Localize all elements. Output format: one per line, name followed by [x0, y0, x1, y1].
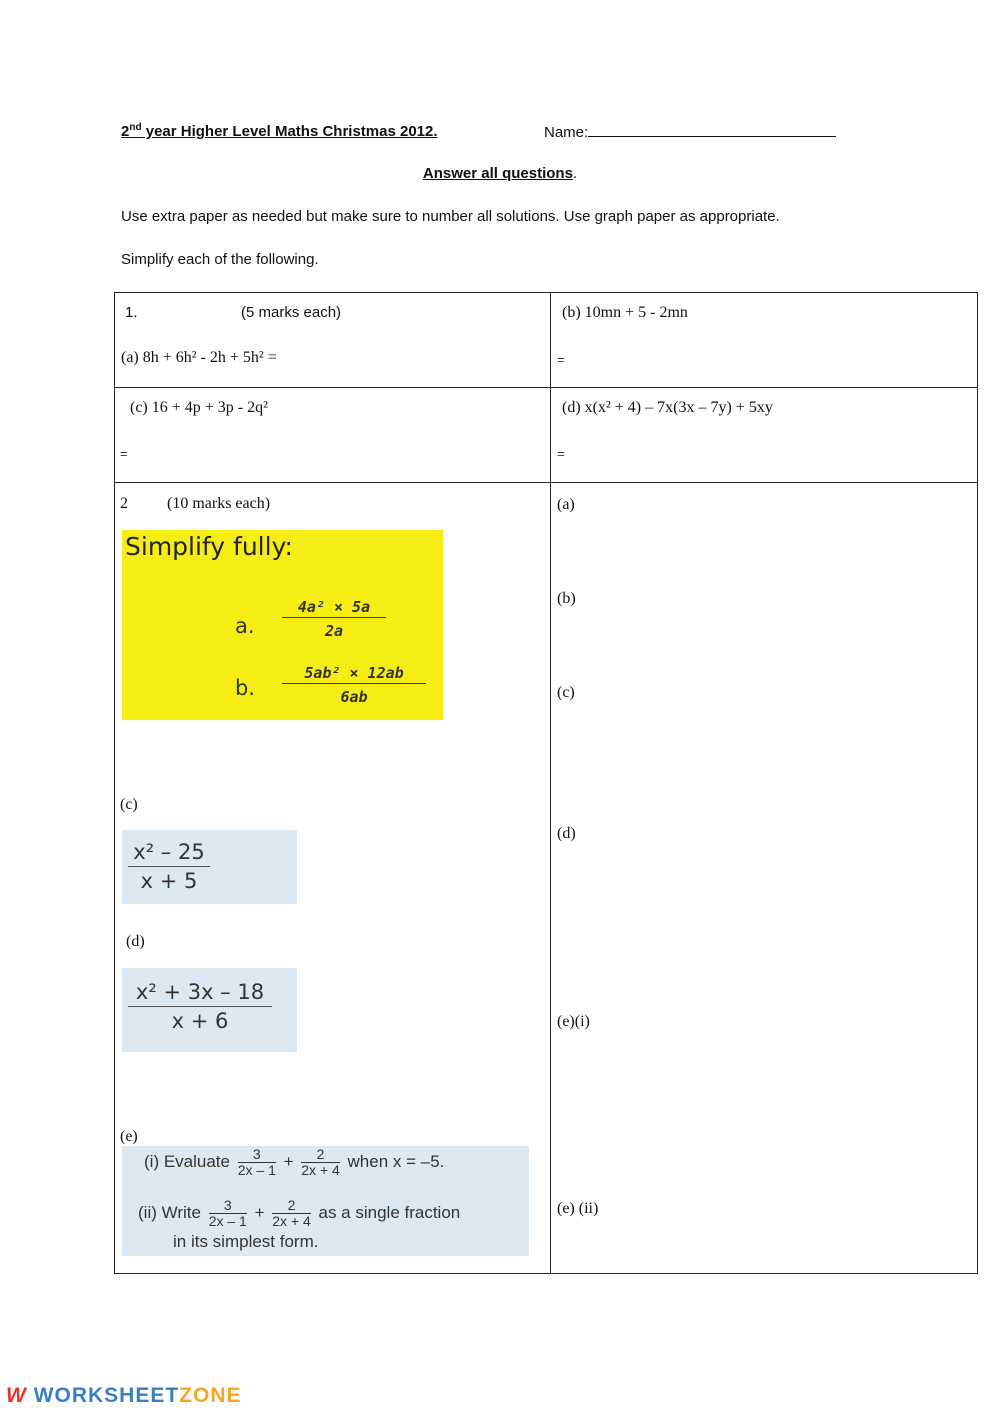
q2-marks: (10 marks each)	[167, 495, 271, 512]
answer-c-label: (c)	[557, 684, 575, 701]
part-a-label: a.	[235, 614, 255, 638]
q1d-expression: (d) x(x² + 4) – 7x(3x – 7y) + 5xy	[562, 399, 773, 416]
q2c-expression-box	[122, 830, 297, 904]
q1d-equals: =	[557, 446, 565, 461]
q2c-denominator: x + 5	[140, 869, 198, 893]
table-row-divider-1	[114, 387, 978, 388]
q2e-part-ii-line2: in its simplest form.	[173, 1232, 319, 1251]
answer-a-label: (a)	[557, 496, 575, 513]
q2c-label: (c)	[120, 796, 138, 813]
q2e-ii-fraction-1: $\frac{3}{2x - 1}$	[208, 1197, 247, 1229]
q2e-i-fraction-1: $\frac{3}{2x - 1}$	[237, 1146, 276, 1178]
part-a-numerator: 4a² × 5a	[297, 598, 371, 616]
q2e-part-i: (i) Evaluate $\frac{3}{2x - 1}$ + $\frac{2}{2x + 4}$ when x = –5.	[144, 1146, 445, 1178]
q1-marks: (5 marks each)	[241, 304, 342, 321]
q2d-denominator: x + 6	[171, 1009, 229, 1033]
part-b-numerator: 5ab² × 12ab	[304, 664, 404, 682]
table-row-divider-2	[114, 482, 978, 483]
answer-e-i-label: (e)(i)	[557, 1013, 590, 1030]
q2d-expression-box	[122, 968, 297, 1052]
part-b-fraction	[282, 664, 426, 706]
logo-w-icon: W	[6, 1384, 27, 1407]
q1b-expression: (b) 10mn + 5 - 2mn	[562, 304, 688, 321]
answer-d-label: (d)	[557, 825, 576, 842]
q2e-ii-fraction-2: $\frac{2}{2x + 4}$	[272, 1197, 311, 1229]
worksheetzone-logo: W WORKSHEETZONE	[6, 1384, 242, 1407]
q1-number: 1.	[125, 304, 138, 321]
answer-b-label: (b)	[557, 590, 576, 607]
q2e-expression-box	[122, 1146, 529, 1256]
q2d-label: (d)	[126, 933, 145, 950]
name-blank-line[interactable]	[588, 122, 836, 137]
q1c-equals: =	[120, 446, 128, 461]
simplify-fully-box	[122, 530, 443, 720]
questions-table	[114, 292, 978, 1274]
table-column-divider	[550, 292, 551, 1274]
part-b-denominator: 6ab	[340, 688, 368, 706]
q2d-numerator: x² + 3x – 18	[135, 980, 265, 1004]
q2e-part-ii: (ii) Write $\frac{3}{2x - 1}$ + $\frac{2}{2x + 4}$ as a single fraction	[138, 1197, 461, 1229]
name-label: Name:	[544, 124, 589, 141]
part-b-label: b.	[235, 676, 256, 700]
answer-all-heading: Answer all questions.	[422, 165, 578, 182]
simplify-fully-heading: Simplify fully:	[125, 532, 293, 561]
simplify-instruction: Simplify each of the following.	[121, 251, 319, 268]
q2c-fraction	[128, 840, 210, 893]
part-a-fraction	[282, 598, 386, 640]
q2d-fraction	[128, 980, 272, 1033]
q2e-i-fraction-2: $\frac{2}{2x + 4}$	[301, 1146, 340, 1178]
q2-number: 2	[120, 495, 128, 512]
q1a-expression: (a) 8h + 6h² - 2h + 5h² =	[121, 349, 277, 366]
name-field[interactable]	[544, 122, 836, 141]
answer-e-ii-label: (e) (ii)	[557, 1200, 599, 1217]
q1c-expression: (c) 16 + 4p + 3p - 2q²	[130, 399, 268, 416]
part-a-denominator: 2a	[324, 622, 344, 640]
q2e-label: (e)	[120, 1128, 138, 1145]
q1b-equals: =	[557, 352, 565, 367]
instructions: Use extra paper as needed but make sure to number all solutions. Use graph paper as appropriate.	[121, 208, 780, 225]
worksheet-title: 2nd year Higher Level Maths Christmas 2012.	[121, 122, 438, 140]
q2c-numerator: x² – 25	[133, 840, 205, 864]
